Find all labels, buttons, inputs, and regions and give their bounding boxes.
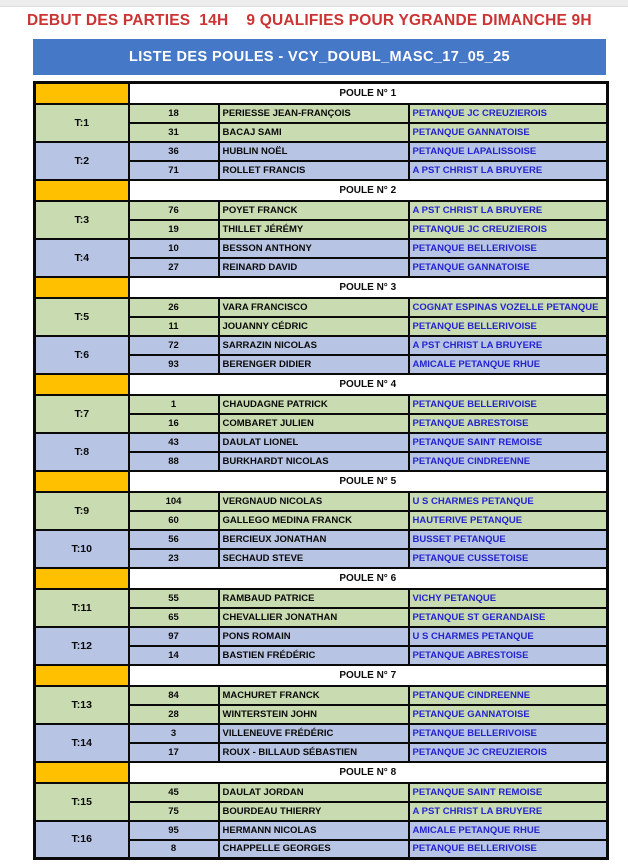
player-number: 84 (129, 686, 219, 705)
pool-title: POULE N° 8 (129, 762, 608, 783)
pool-header-row (35, 471, 608, 492)
player-name: JOUANNY CÉDRIC (219, 317, 409, 336)
pool-marker-cell (35, 568, 129, 589)
player-row (35, 821, 608, 840)
pool-header-row (35, 762, 608, 783)
player-name: RAMBAUD PATRICE (219, 589, 409, 608)
player-club: PETANQUE ABRESTOISE (409, 414, 608, 433)
player-number: 27 (129, 258, 219, 277)
player-club: PETANQUE GANNATOISE (409, 258, 608, 277)
terrain-cell: T:6 (35, 336, 129, 374)
player-name: VERGNAUD NICOLAS (219, 492, 409, 511)
player-name: PONS ROMAIN (219, 627, 409, 646)
player-row (35, 201, 608, 220)
terrain-cell: T:9 (35, 492, 129, 530)
pool-title: POULE N° 5 (129, 471, 608, 492)
pool-marker-cell (35, 83, 129, 104)
player-club: PETANQUE SAINT REMOISE (409, 433, 608, 452)
player-number: 10 (129, 239, 219, 258)
player-name: BOURDEAU THIERRY (219, 802, 409, 821)
player-club: HAUTERIVE PETANQUE (409, 511, 608, 530)
player-number: 55 (129, 589, 219, 608)
player-name: BASTIEN FRÉDÉRIC (219, 646, 409, 665)
player-club: A PST CHRIST LA BRUYERE (409, 336, 608, 355)
player-number: 26 (129, 298, 219, 317)
player-number: 104 (129, 492, 219, 511)
player-name: REINARD DAVID (219, 258, 409, 277)
page-title: DEBUT DES PARTIES 14H 9 QUALIFIES POUR YGRANDE DIMANCHE 9H (27, 12, 592, 29)
player-row (35, 492, 608, 511)
player-row (35, 395, 608, 414)
player-name: DAULAT JORDAN (219, 783, 409, 802)
pool-marker-cell (35, 374, 129, 395)
player-name: HUBLIN NOËL (219, 142, 409, 161)
terrain-cell: T:14 (35, 724, 129, 762)
player-club: PETANQUE JC CREUZIEROIS (409, 743, 608, 762)
player-number: 97 (129, 627, 219, 646)
player-club: COGNAT ESPINAS VOZELLE PETANQUE (409, 298, 608, 317)
player-club: PETANQUE SAINT REMOISE (409, 783, 608, 802)
terrain-cell: T:1 (35, 104, 129, 142)
pool-header-row (35, 83, 608, 104)
player-name: BESSON ANTHONY (219, 239, 409, 258)
player-name: VARA FRANCISCO (219, 298, 409, 317)
player-number: 14 (129, 646, 219, 665)
pool-header-row (35, 277, 608, 298)
pool-marker-cell (35, 277, 129, 298)
player-club: A PST CHRIST LA BRUYERE (409, 802, 608, 821)
pool-title: POULE N° 6 (129, 568, 608, 589)
player-row (35, 433, 608, 452)
player-number: 45 (129, 783, 219, 802)
pool-title: POULE N° 3 (129, 277, 608, 298)
player-club: PETANQUE ST GERANDAISE (409, 608, 608, 627)
player-number: 76 (129, 201, 219, 220)
player-row (35, 104, 608, 123)
terrain-cell: T:8 (35, 433, 129, 471)
pool-title: POULE N° 1 (129, 83, 608, 104)
player-row (35, 783, 608, 802)
terrain-cell: T:11 (35, 589, 129, 627)
player-name: CHAPPELLE GEORGES (219, 840, 409, 859)
player-row (35, 686, 608, 705)
player-number: 19 (129, 220, 219, 239)
pool-marker-cell (35, 471, 129, 492)
player-number: 16 (129, 414, 219, 433)
player-number: 88 (129, 452, 219, 471)
player-name: POYET FRANCK (219, 201, 409, 220)
player-club: PETANQUE CUSSETOISE (409, 549, 608, 568)
player-name: CHAUDAGNE PATRICK (219, 395, 409, 414)
list-title-bar (33, 39, 606, 75)
player-club: PETANQUE BELLERIVOISE (409, 317, 608, 336)
player-number: 56 (129, 530, 219, 549)
list-title: LISTE DES POULES - VCY_DOUBL_MASC_17_05_25 (128, 49, 511, 65)
player-number: 93 (129, 355, 219, 374)
player-name: HERMANN NICOLAS (219, 821, 409, 840)
player-name: CHEVALLIER JONATHAN (219, 608, 409, 627)
player-number: 28 (129, 705, 219, 724)
pool-title: POULE N° 2 (129, 180, 608, 201)
terrain-cell: T:15 (35, 783, 129, 821)
player-name: PERIESSE JEAN-FRANÇOIS (219, 104, 409, 123)
pool-header-row (35, 568, 608, 589)
window-top-strip (0, 0, 628, 7)
player-row (35, 530, 608, 549)
player-club: PETANQUE JC CREUZIEROIS (409, 220, 608, 239)
player-club: AMICALE PETANQUE RHUE (409, 821, 608, 840)
player-name: MACHURET FRANCK (219, 686, 409, 705)
player-name: ROUX - BILLAUD SÉBASTIEN (219, 743, 409, 762)
player-name: WINTERSTEIN JOHN (219, 705, 409, 724)
player-club: PETANQUE GANNATOISE (409, 123, 608, 142)
pool-marker-cell (35, 180, 129, 201)
player-number: 65 (129, 608, 219, 627)
player-number: 18 (129, 104, 219, 123)
player-number: 8 (129, 840, 219, 859)
pool-header-row (35, 374, 608, 395)
player-name: BERENGER DIDIER (219, 355, 409, 374)
terrain-cell: T:3 (35, 201, 129, 239)
player-club: U S CHARMES PETANQUE (409, 492, 608, 511)
terrain-cell: T:7 (35, 395, 129, 433)
player-number: 17 (129, 743, 219, 762)
player-club: PETANQUE ABRESTOISE (409, 646, 608, 665)
player-name: BERCIEUX JONATHAN (219, 530, 409, 549)
player-name: ROLLET FRANCIS (219, 161, 409, 180)
player-number: 75 (129, 802, 219, 821)
player-club: PETANQUE BELLERIVOISE (409, 724, 608, 743)
pool-header-row (35, 180, 608, 201)
player-name: VILLENEUVE FRÉDÉRIC (219, 724, 409, 743)
player-club: PETANQUE JC CREUZIEROIS (409, 104, 608, 123)
pool-title: POULE N° 4 (129, 374, 608, 395)
player-club: AMICALE PETANQUE RHUE (409, 355, 608, 374)
player-club: BUSSET PETANQUE (409, 530, 608, 549)
player-number: 71 (129, 161, 219, 180)
pool-header-row (35, 665, 608, 686)
player-number: 95 (129, 821, 219, 840)
player-number: 43 (129, 433, 219, 452)
poules-table (33, 81, 609, 860)
player-club: PETANQUE LAPALISSOISE (409, 142, 608, 161)
pool-marker-cell (35, 762, 129, 783)
player-number: 72 (129, 336, 219, 355)
player-club: PETANQUE BELLERIVOISE (409, 395, 608, 414)
player-name: COMBARET JULIEN (219, 414, 409, 433)
player-club: PETANQUE BELLERIVOISE (409, 840, 608, 859)
player-name: THILLET JÉRÉMY (219, 220, 409, 239)
terrain-cell: T:12 (35, 627, 129, 665)
player-number: 36 (129, 142, 219, 161)
player-row (35, 298, 608, 317)
terrain-cell: T:13 (35, 686, 129, 724)
player-name: GALLEGO MEDINA FRANCK (219, 511, 409, 530)
player-row (35, 336, 608, 355)
player-name: SARRAZIN NICOLAS (219, 336, 409, 355)
player-number: 1 (129, 395, 219, 414)
player-club: PETANQUE BELLERIVOISE (409, 239, 608, 258)
player-number: 23 (129, 549, 219, 568)
player-name: BURKHARDT NICOLAS (219, 452, 409, 471)
player-number: 31 (129, 123, 219, 142)
player-club: PETANQUE GANNATOISE (409, 705, 608, 724)
player-row (35, 724, 608, 743)
terrain-cell: T:16 (35, 821, 129, 859)
player-club: A PST CHRIST LA BRUYERE (409, 201, 608, 220)
terrain-cell: T:2 (35, 142, 129, 180)
player-club: A PST CHRIST LA BRUYERE (409, 161, 608, 180)
pool-marker-cell (35, 665, 129, 686)
player-number: 3 (129, 724, 219, 743)
player-number: 11 (129, 317, 219, 336)
player-number: 60 (129, 511, 219, 530)
player-row (35, 589, 608, 608)
player-club: VICHY PETANQUE (409, 589, 608, 608)
terrain-cell: T:4 (35, 239, 129, 277)
pool-title: POULE N° 7 (129, 665, 608, 686)
player-row (35, 627, 608, 646)
player-row (35, 239, 608, 258)
player-row (35, 142, 608, 161)
player-name: SECHAUD STEVE (219, 549, 409, 568)
terrain-cell: T:5 (35, 298, 129, 336)
player-name: DAULAT LIONEL (219, 433, 409, 452)
player-club: PETANQUE CINDREENNE (409, 686, 608, 705)
player-club: U S CHARMES PETANQUE (409, 627, 608, 646)
player-name: BACAJ SAMI (219, 123, 409, 142)
terrain-cell: T:10 (35, 530, 129, 568)
player-club: PETANQUE CINDREENNE (409, 452, 608, 471)
